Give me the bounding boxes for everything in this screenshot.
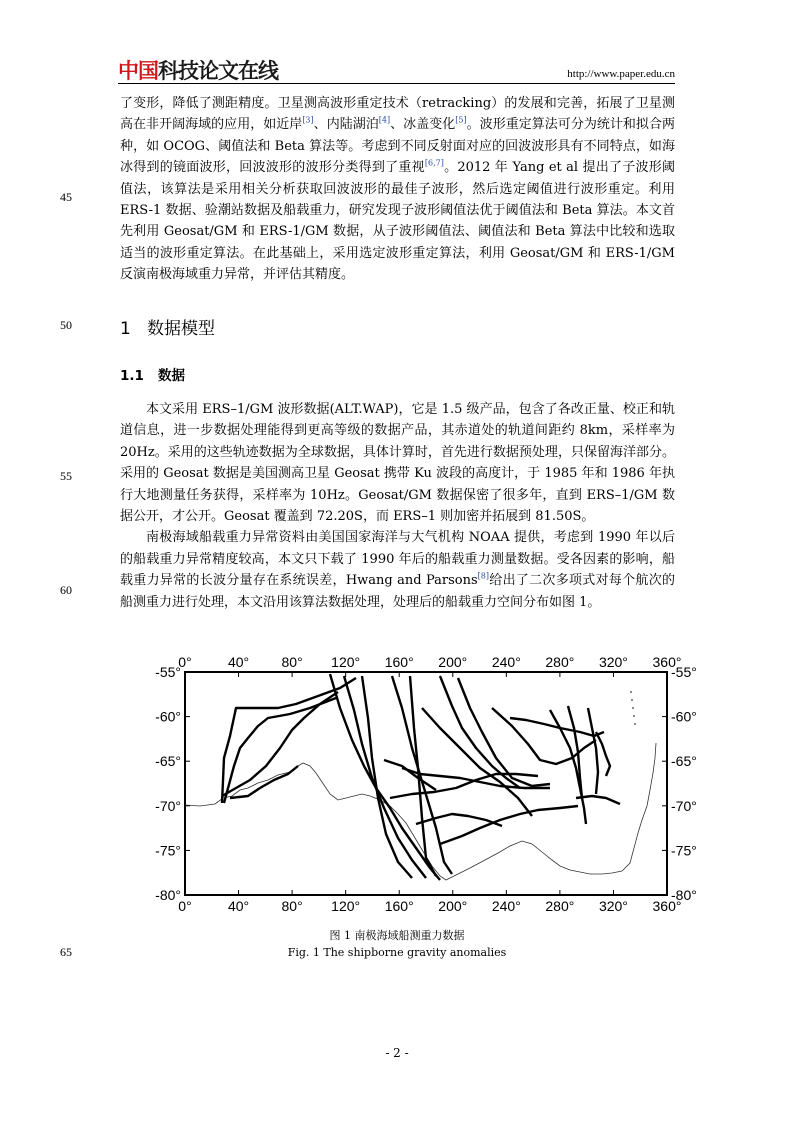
y-tick-label-left: -55° [155,664,181,680]
citation-ref[interactable]: [3] [302,116,314,126]
x-tick-label-top: 120° [331,654,361,670]
header-url[interactable]: http://www.paper.edu.cn [567,68,675,80]
data-paragraph: 本文采用 ERS–1/GM 波形数据(ALT.WAP)，它是 1.5 级产品，包含了各改正量、校正和轨道信息，进一步数据处理能得到更高等级的数据产品，其赤道处的轨道间距约 8km，采样率为 20Hz。采用的这些轨迹数据为全球数据，具体计算时，首先进行数据预处理，只保留海洋部分。采用的 Geosat 数据是美国测高卫星 Geosat 携带 Ku 波段的高度计，于 1985 年和 1986 年执行大地测量任务获得，采样率为 10Hz。Geosat/GM 数据保密了很多年，直到 ERS–1/GM 数据公开，才公开。Geosat 覆盖到 72.20S，而 ERS–1 则加密并拓展到 81.50S。 南极海域船载重力异常资料由美国国家海洋与大气机构 NOAA 提供，考虑到 1990 年以后的船载重力异常精度较高，本文只下载了 1990 年后的船载重力测量数据。受各因素的影响，船载重力异常的长波分量存在系统误差，Hwang and Parsons[8]给出了二次多项式对每个航次的船测重力进行处理，本文沿用该算法数据处理，处理后的船载重力空间分布如图 1。 [120,402,675,610]
x-tick-label-bottom: 0° [178,898,192,914]
y-tick-label-left: -70° [155,797,181,814]
citation-ref[interactable]: [8] [477,571,490,581]
y-tick-label-right: -80° [671,887,697,903]
x-tick-label-top: 80° [281,654,303,670]
x-tick-label-bottom: 160° [384,898,414,914]
x-tick-label-bottom: 120° [331,898,361,914]
citation-ref[interactable]: [4] [378,116,391,126]
header-rule [118,83,675,84]
page-number: - 2 - [385,1046,409,1060]
journal-logo: 中国科技论文在线 [118,59,278,83]
figure-caption-cn: 图 1 南极海域船测重力数据 [329,929,465,942]
x-tick-label-bottom: 200° [438,898,468,914]
x-tick-label-top: 360° [652,654,682,670]
intro-paragraph: 了变形，降低了测距精度。卫星测高波形重定技术（retracking）的发展和完善，拓展了卫星测高在非开阔海域的应用，如近岸[3]、内陆湖泊[4]、冰盖变化[5]。波形重定算法可分为统计和拟合两种，如 OCOG、阈值法和 Beta 算法等。考虑到不同反射面对应的回波波形具有不同特点，如海冰得到的镜面波形，回波波形的波形分类得到了重视[6,7]。2012 年 Yang et al 提出了子波形阈值法，该算法是采用相关分析获取回波波形的最佳子波形，然后选定阈值进行波形重定。利用 ERS-1 数据、验潮站数据及船载重力，研究发现子波形阈值法优于阈值法和 Beta 算法。本文首先利用 Geosat/GM 和 ERS-1/GM 数据，从子波形阈值法、阈值法和 Beta 算法中比较和选取适当的波形重定算法。在此基础上，采用选定波形重定算法，利用 Geosat/GM 和 ERS-1/GM 反演南极海域重力异常，并评估其精度。 [120,96,675,283]
x-tick-label-bottom: 240° [491,898,521,914]
x-tick-label-bottom: 360° [652,898,682,914]
line-number: 65 [60,945,72,959]
x-tick-label-top: 200° [438,654,468,670]
figure-caption-en: Fig. 1 The shipborne gravity anomalies [287,946,507,959]
y-tick-label-left: -60° [155,708,181,725]
citation-ref[interactable]: [6,7] [424,158,444,168]
x-tick-label-top: 0° [178,654,192,670]
line-number: 45 [60,190,72,204]
y-tick-label-right: -75° [671,842,697,859]
y-tick-label-left: -75° [155,842,181,859]
line-number: 60 [60,583,72,597]
shipborne-gravity-map [140,648,700,923]
y-tick-label-left: -80° [155,887,181,903]
x-tick-label-bottom: 40° [227,898,250,914]
y-tick-label-right: -70° [671,797,697,814]
x-tick-label-top: 280° [545,654,575,670]
x-tick-label-top: 320° [598,654,628,670]
x-tick-label-bottom: 80° [281,898,303,914]
citation-ref[interactable]: [5] [455,116,467,126]
line-number: 50 [60,318,72,332]
x-tick-label-bottom: 320° [598,898,628,914]
x-tick-label-top: 40° [227,654,250,670]
x-tick-label-bottom: 280° [545,898,575,914]
y-tick-label-right: -60° [671,708,697,725]
x-tick-label-top: 160° [384,654,414,670]
section-heading: 1 数据模型 [120,319,215,339]
x-tick-label-top: 240° [491,654,521,670]
line-number: 55 [60,469,72,483]
subsection-heading: 1.1 数据 [120,368,185,384]
y-tick-label-right: -65° [671,753,697,770]
y-tick-label-left: -65° [155,753,181,770]
y-tick-label-right: -55° [671,664,697,680]
